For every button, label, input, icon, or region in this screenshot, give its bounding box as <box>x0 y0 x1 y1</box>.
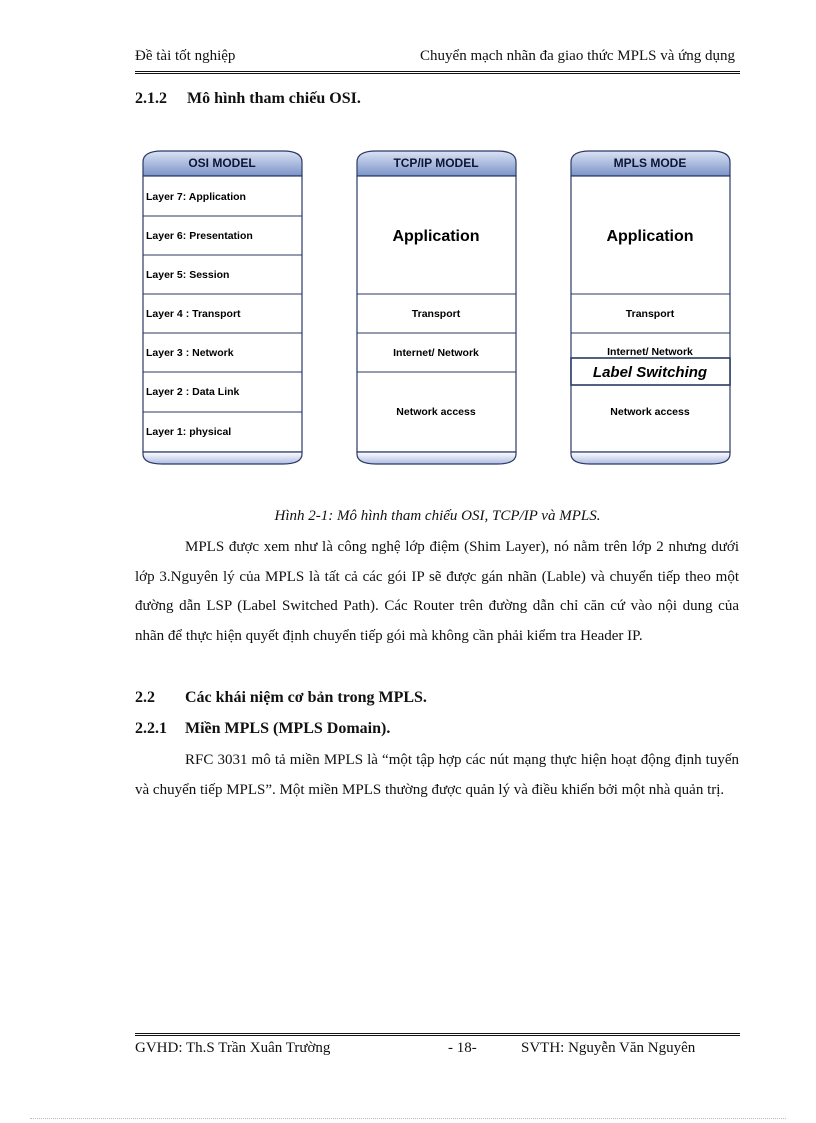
mpls-internet-network: Internet/ Network <box>607 346 693 358</box>
footer-supervisor: GVHD: Th.S Trần Xuân Trường <box>135 1040 331 1056</box>
mpls-transport: Transport <box>625 308 675 320</box>
tcpip-application: Application <box>392 228 480 245</box>
figure-caption: Hình 2-1: Mô hình tham chiếu OSI, TCP/IP và MPLS. <box>274 508 601 524</box>
mpls-model-title: MPLS MODE <box>613 156 687 170</box>
section-number: 2.2.1 <box>135 720 167 737</box>
section-number: 2.1.2 <box>135 90 167 107</box>
footer-student: SVTH: Nguyễn Văn Nguyên <box>521 1040 696 1056</box>
section-heading-2-1-2 <box>135 90 361 108</box>
mpls-network-access: Network access <box>610 406 690 418</box>
mpls-label-switching: Label Switching <box>592 364 708 381</box>
tcpip-internet-network: Internet/ Network <box>393 347 479 359</box>
section-title: Mô hình tham chiếu OSI. <box>187 90 361 107</box>
tcpip-transport: Transport <box>411 308 461 320</box>
section-number: 2.2 <box>135 689 155 706</box>
paragraph-mpls-intro: MPLS được xem như là công nghệ lớp điệm (Shim Layer), nó nằm trên lớp 2 nhưng dưới lớp 3.Nguyên lý của MPLS là tất cả các gói IP sẽ được gán nhãn (Lable) và chuyển tiếp theo một đường dẫn LSP (Label Switched Path). Các Router trên đường dẫn chỉ căn cứ vào nội dung của nhãn để thực hiện quyết định chuyển tiếp gói mà không cần phải kiểm tra Header IP. <box>135 539 739 644</box>
section-heading-2-2-1 <box>135 720 390 738</box>
osi-tcpip-mpls-diagram <box>140 148 600 468</box>
osi-model-column <box>143 151 302 464</box>
section-title: Miền MPLS (MPLS Domain). <box>185 720 391 737</box>
tcpip-model-title: TCP/IP MODEL <box>393 156 479 170</box>
header-left-text: Đề tài tốt nghiệp <box>135 48 236 64</box>
osi-layer-5: Layer 5: Session <box>146 269 230 281</box>
osi-model-title: OSI MODEL <box>188 156 256 170</box>
page-bottom-border <box>30 1118 786 1119</box>
mpls-application: Application <box>606 228 694 245</box>
tcpip-model-column <box>357 151 516 464</box>
osi-layer-3: Layer 3 : Network <box>146 347 234 359</box>
header-rule <box>135 71 740 74</box>
mpls-model-diagram <box>567 148 737 468</box>
tcpip-network-access: Network access <box>396 406 476 418</box>
footer-rule <box>135 1033 740 1036</box>
section-heading-2-2 <box>135 689 427 707</box>
section-title: Các khái niệm cơ bản trong MPLS. <box>185 689 427 706</box>
osi-layer-6: Layer 6: Presentation <box>146 230 253 242</box>
osi-layer-2: Layer 2 : Data Link <box>146 386 240 398</box>
paragraph-mpls-domain: RFC 3031 mô tả miền MPLS là “một tập hợp các nút mạng thực hiện hoạt động định tuyến và chuyển tiếp MPLS”. Một miền MPLS thường được quản lý và điều khiển bởi một nhà quản trị. <box>135 752 739 798</box>
osi-layer-4: Layer 4 : Transport <box>146 308 241 320</box>
osi-layer-1: Layer 1: physical <box>146 426 232 438</box>
header-right-text: Chuyển mạch nhãn đa giao thức MPLS và ứng dụng <box>420 48 735 64</box>
footer-page-number: - 18- <box>448 1040 477 1056</box>
osi-layer-7: Layer 7: Application <box>146 191 246 203</box>
